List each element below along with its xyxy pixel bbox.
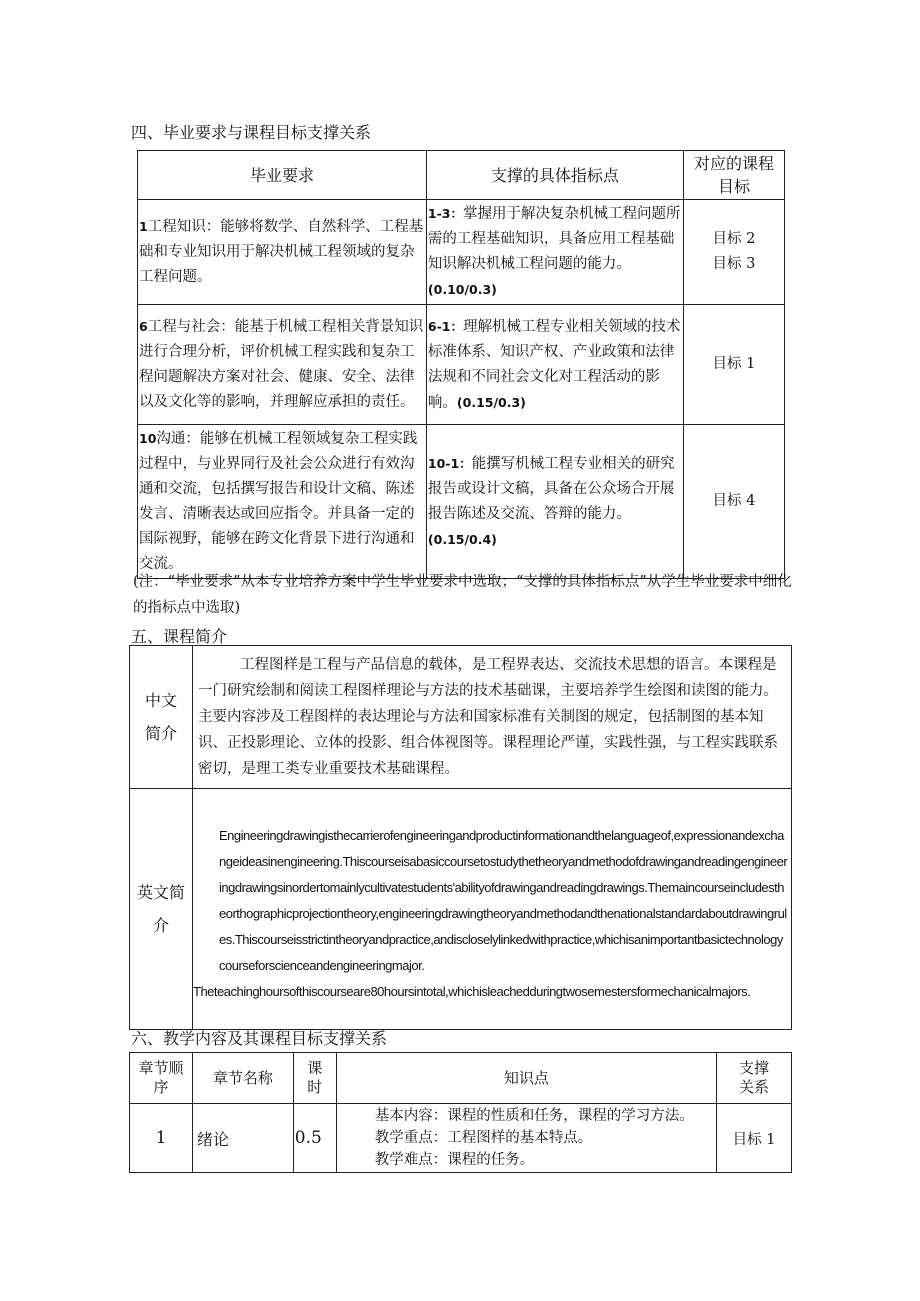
cn-intro-text: 工程图样是工程与产品信息的载体，是工程界表达、交流技术思想的语言。本课程是一门研究绘制和阅读工程图样理论与方法的技术基础课，主要培养学生绘图和读图的能力。主要内容涉及工程图样的表达理论与方法和国家标准有关制图的规定，包括制图的基本知识、正投影理论、立体的投影、组合体视图等。课程理论严谨，实践性强，与工程实践联系密切，是理工类专业重要技术基础课程。: [193, 646, 792, 789]
table-row: [130, 789, 792, 1030]
support-target: 目标 1: [717, 1104, 792, 1173]
header-chapter-order: 章节顺序: [130, 1053, 193, 1104]
indicator-text: 理解机械工程专业相关领域的技术标准体系、知识产权、产业政策和法律法规和不同社会文化对工程活动的影响。: [427, 318, 681, 411]
basic-content: 基本内容：课程的性质和任务，课程的学习方法。: [374, 1108, 694, 1124]
table-row: [138, 200, 785, 305]
indicator-code: 10-1：: [427, 455, 472, 471]
req-number: 6: [139, 319, 148, 334]
requirement-cell: [138, 305, 427, 425]
header-support: 支撑关系: [717, 1053, 792, 1104]
header-knowledge-points: 知识点: [336, 1053, 716, 1104]
indicator-weight: (0.10/0.3): [427, 282, 497, 297]
indicator-cell: [426, 425, 683, 579]
table-header-row: [138, 151, 785, 200]
target: 目标 3: [712, 256, 756, 272]
requirement-cell: [138, 200, 427, 305]
req-text: 沟通：能够在机械工程领域复杂工程实践过程中，与业界同行及社会公众进行有效沟通和交流，包括撰写报告和设计文稿、陈述发言、清晰表达或回应指令。并具备一定的国际视野，能够在跨文化背景下进行沟通和交流。: [139, 431, 418, 572]
section5-title: 五、课程简介: [131, 627, 228, 646]
target-cell: [683, 200, 784, 305]
header-hours: 课时: [293, 1053, 336, 1104]
chapter-name: 绪论: [192, 1104, 293, 1173]
indicator-code: 1-3：: [427, 206, 463, 221]
target: 目标 1: [712, 356, 756, 372]
target-cell: [683, 425, 784, 579]
key-point: 教学重点：工程图样的基本特点。: [374, 1130, 593, 1146]
req-text: 工程与社会：能基于机械工程相关背景知识进行合理分析，评价机械工程实践和复杂工程问题解决方案对社会、健康、安全、法律以及文化等的影响，并理解应承担的责任。: [139, 319, 424, 410]
header-requirement: 毕业要求: [138, 151, 427, 200]
indicator-cell: [426, 305, 683, 425]
target-cell: [683, 305, 784, 425]
indicator-text: 掌握用于解决复杂机械工程问题所需的工程基础知识，具备应用工程基础知识解决机械工程问题的能力。: [427, 206, 681, 272]
table-row: [130, 646, 792, 789]
en-intro-label: 英文简介: [130, 789, 193, 1030]
section4-note: (注：“毕业要求”从本专业培养方案中学生毕业要求中选取；“支撑的具体指标点”从学生毕业要求中细化的指标点中选取): [133, 574, 792, 616]
requirement-cell: [138, 425, 427, 579]
indicator-code: 6-1：: [427, 318, 463, 334]
header-indicator: 支撑的具体指标点: [426, 151, 683, 200]
section4-title: 四、毕业要求与课程目标支撑关系: [131, 123, 372, 142]
difficult-point: 教学难点：课程的任务。: [374, 1152, 535, 1168]
en-intro-paragraph: Engineeringdrawingisthecarrierofengineeringandproductinformationandthelanguageof,expressionandexchangeideasinengineering.Thiscourseisabasiccoursetostudythetheoryandmethodofdrawingandreadingengineeringdrawingsinordertomainlycultivatestudents'abilityofdrawingandreadingdrawings.Themaincourseincludestheorthographicprojectiontheory,engineeringdrawingtheoryandmethodandthenationalstandardaboutdrawingrules.Thiscourseisstrictintheoryandpractice,andiscloselylinkedwithpractice,whichisanimportantbasictechnologycourseforscienceandengineeringmajor.: [219, 828, 788, 973]
header-target: 对应的课程目标: [683, 151, 784, 200]
req-number: 1: [139, 219, 148, 234]
section6-title: 六、教学内容及其课程目标支撑关系: [131, 1029, 388, 1048]
indicator-text: 能撰写机械工程专业相关的研究报告或设计文稿，具备在公众场合开展报告陈述及交流、答辩的能力。: [427, 455, 675, 522]
table-header-row: [130, 1053, 792, 1104]
table-row: [138, 425, 785, 579]
indicator-weight: (0.15/0.3): [456, 394, 526, 410]
en-intro-paragraph: Theteachinghoursofthiscourseare80hoursintotal,whichisleachedduringtwosemestersformechanicalmajors.: [193, 984, 751, 999]
req-number: 10: [139, 431, 157, 446]
knowledge-points-cell: [336, 1104, 716, 1173]
indicator-weight: (0.15/0.4): [427, 531, 497, 547]
header-chapter-name: 章节名称: [192, 1053, 293, 1104]
req-text: 工程知识：能够将数学、自然科学、工程基础和专业知识用于解决机械工程领域的复杂工程问题。: [139, 219, 424, 285]
teaching-content-table: [129, 1052, 792, 1173]
target: 目标 4: [712, 493, 756, 509]
graduation-requirements-table: [137, 150, 785, 579]
course-intro-table: [129, 645, 792, 1030]
en-intro-text: [193, 789, 792, 1030]
indicator-cell: [426, 200, 683, 305]
target: 目标 2: [712, 231, 756, 247]
table-row: [130, 1104, 792, 1173]
chapter-hours: 0.5: [293, 1104, 336, 1173]
chapter-order: 1: [130, 1104, 193, 1173]
table-row: [138, 305, 785, 425]
cn-intro-label: 中文简介: [130, 646, 193, 789]
